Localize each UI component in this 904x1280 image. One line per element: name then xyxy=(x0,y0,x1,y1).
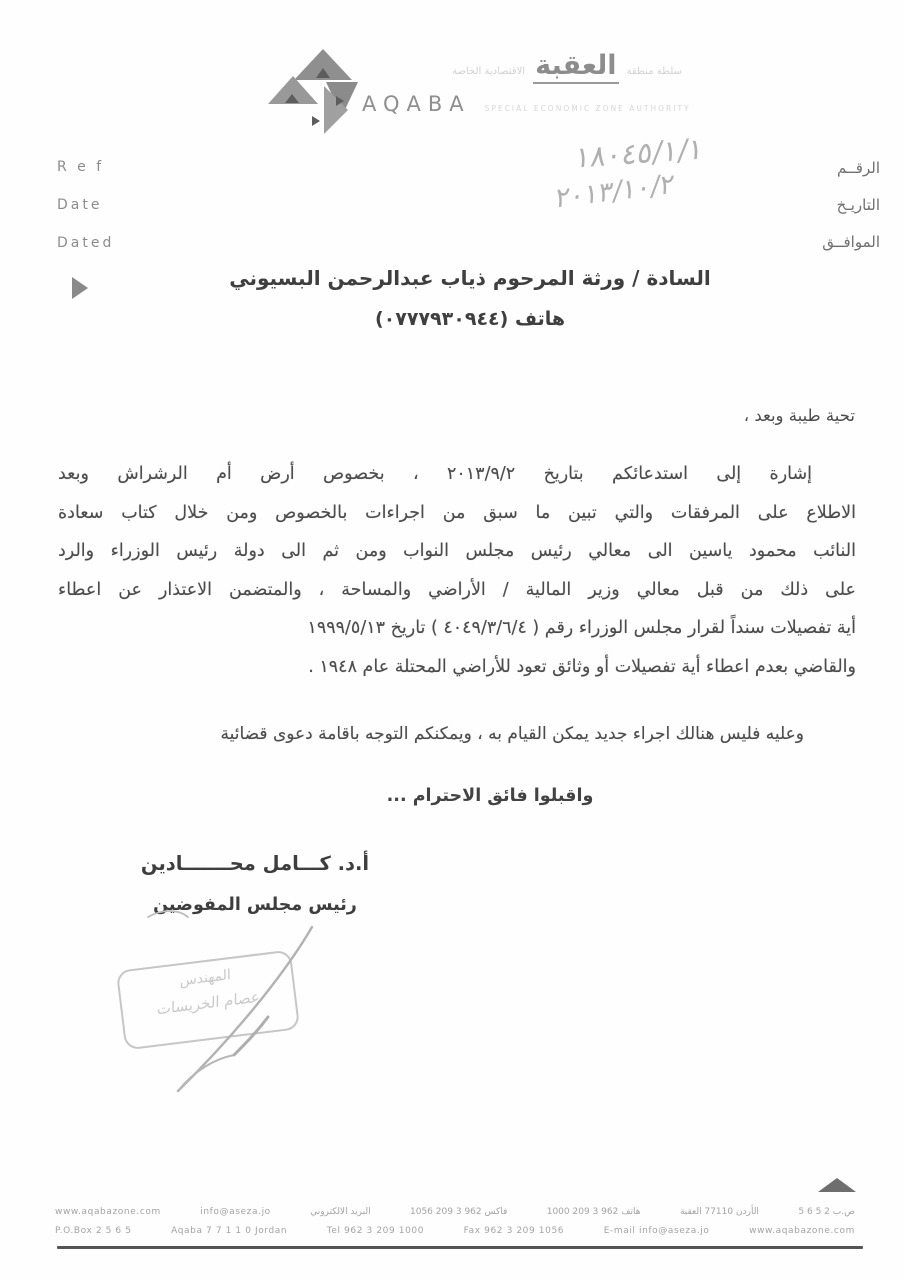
muwafiq-label: الموافــق xyxy=(822,233,880,251)
footer-address-ar: الأردن 77110 العقبة xyxy=(679,1207,759,1217)
addressee-block xyxy=(120,266,820,330)
margin-arrow-icon xyxy=(72,277,88,299)
footer-line-english-side xyxy=(55,1226,855,1236)
aqaba-logo-icon xyxy=(266,46,380,136)
footer-up-triangle-icon xyxy=(818,1178,856,1192)
reference-labels-ar xyxy=(822,150,880,261)
handwritten-signature-icon xyxy=(130,905,350,1135)
reference-labels-en xyxy=(57,148,114,262)
body-line: النائب محمود ياسين الى معالي رئيس مجلس النواب ومن ثم الى دولة رئيس الوزراء والرد xyxy=(58,541,856,561)
closing-line: وعليه فليس هنالك اجراء جديد يمكن القيام به ، ويمكنكم التوجه باقامة دعوى قضائية xyxy=(220,724,804,744)
footer-email-label-ar: البريد الالكتروني xyxy=(310,1207,371,1217)
salutation-line: واقبلوا فائق الاحترام ... xyxy=(386,786,594,806)
logo-latin-main: AQABA xyxy=(362,92,471,116)
date-label: Date xyxy=(57,197,103,213)
addressee-name: السادة / ورثة المرحوم ذياب عبدالرحمن البسيوني xyxy=(229,266,711,290)
footer-email-en: E-mail info@aseza.jo xyxy=(603,1226,710,1236)
body-line: الاطلاع على المرفقات والتي تبين ما سبق من اجراءات بالخصوص ومن خلال كتاب سعادة xyxy=(58,502,856,523)
footer-line-arabic-side xyxy=(55,1207,855,1217)
stamp-name: عصام الخريسات xyxy=(156,987,260,1019)
raqam-label: الرقــم xyxy=(837,159,880,177)
footer-divider-rule xyxy=(57,1246,863,1249)
logo-arabic-prefix: سلطة منطقة xyxy=(626,66,682,77)
footer-email: info@aseza.jo xyxy=(200,1207,271,1217)
dated-label: Dated xyxy=(57,235,115,251)
handwritten-ref-number: ١٨٠٤٥/١/١ xyxy=(573,131,706,175)
footer-website: www.aqabazone.com xyxy=(55,1207,161,1217)
footer-fax-ar: فاكس 962 3 209 1056 xyxy=(410,1207,508,1217)
body-line: والقاضي بعدم اعطاء أية تفصيلات أو وثائق تعود للأراضي المحتلة عام ١٩٤٨ . xyxy=(308,656,856,677)
stamp-title: المهندس xyxy=(179,966,231,990)
handwritten-date: ٢٠١٣/١٠/٢ xyxy=(554,168,676,215)
logo-latin-suffix: SPECIAL ECONOMIC ZONE AUTHORITY xyxy=(484,104,691,113)
logo-arabic-suffix: الاقتصادية الخاصة xyxy=(452,66,526,77)
greeting-line: تحية طيبة وبعد ، xyxy=(743,406,855,425)
footer-website-en: www.aqabazone.com xyxy=(749,1226,855,1236)
footer-pobox-ar: ص.ب 2 5 6 5 xyxy=(798,1207,855,1217)
signature-name: أ.د. كـــامل محـــــــادين xyxy=(140,852,370,875)
addressee-phone: هاتف (٠٧٧٧٩٣٠٩٤٤) xyxy=(374,308,566,330)
signature-title: رئيس مجلس المفوضين xyxy=(153,895,357,915)
footer-tel: Tel 962 3 209 1000 xyxy=(326,1226,425,1236)
ref-label: R e f xyxy=(57,159,105,175)
letter-body xyxy=(58,455,856,686)
body-line: على ذلك من قبل معالي وزير المالية / الأراضي والمساحة ، والمتضمن الاعتذار عن اعطاء xyxy=(58,579,856,600)
logo-arabic-wordmark xyxy=(372,50,682,84)
body-line: أية تفصيلات سنداً لقرار مجلس الوزراء رقم ( ٤٠٤٩/٣/٦/٤ ) تاريخ ١٩٩٩/٥/١٣ xyxy=(307,618,856,638)
footer-fax: Fax 962 3 209 1056 xyxy=(463,1226,565,1236)
footer-tel-ar: هاتف 962 3 209 1000 xyxy=(546,1207,641,1217)
body-line: إشارة إلى استدعائكم بتاريخ ٢٠١٣/٩/٢ ، بخصوص أرض أم الرشراش وبعد xyxy=(58,464,813,484)
tarikh-label: التاريـخ xyxy=(836,196,880,214)
footer-address: Aqaba 7 7 1 1 0 Jordan xyxy=(171,1226,288,1236)
logo-arabic-main: العقبة xyxy=(533,50,618,84)
logo-latin-wordmark xyxy=(362,92,691,116)
footer-pobox: P.O.Box 2 5 6 5 xyxy=(55,1226,132,1236)
